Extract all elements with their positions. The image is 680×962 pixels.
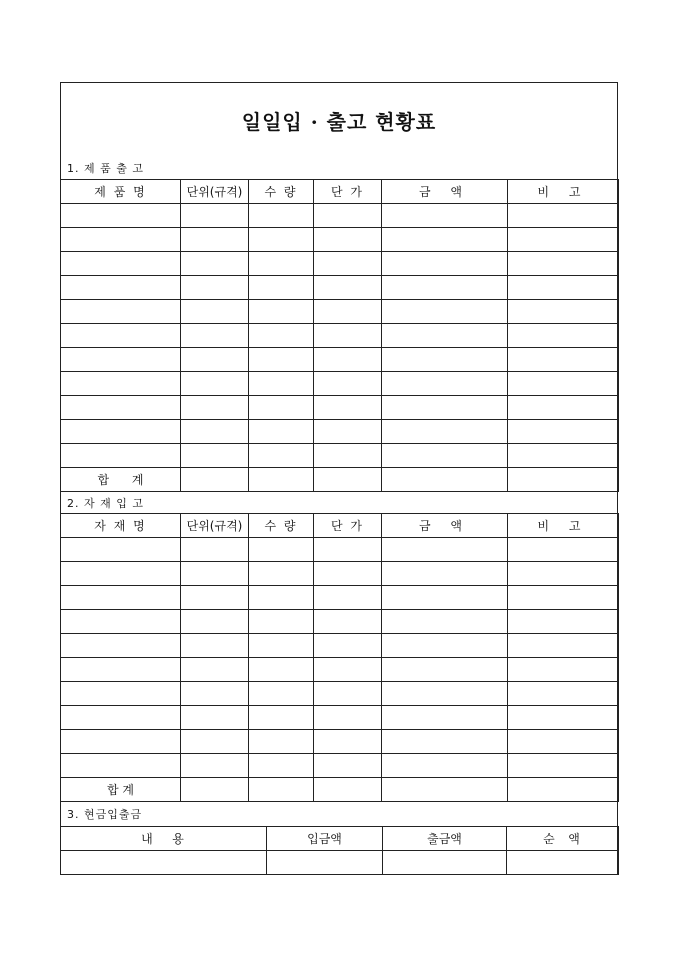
- table-cell[interactable]: [508, 586, 619, 610]
- table-cell[interactable]: [181, 204, 249, 228]
- column-header-amount: 금 액: [382, 514, 508, 538]
- table-cell[interactable]: [314, 562, 382, 586]
- table-cell[interactable]: [314, 348, 382, 372]
- table-cell[interactable]: [382, 420, 508, 444]
- table-row: [61, 372, 619, 396]
- table-cell[interactable]: [314, 682, 382, 706]
- total-row: [61, 468, 619, 492]
- table-row: [61, 851, 619, 875]
- table-cell[interactable]: [249, 444, 314, 468]
- table-cell[interactable]: [508, 252, 619, 276]
- table-cell[interactable]: [382, 610, 508, 634]
- section1-label: 1. 제 품 출 고: [67, 162, 144, 175]
- table-cell[interactable]: [507, 851, 619, 875]
- table-cell[interactable]: [181, 778, 249, 802]
- total-row: [61, 778, 619, 802]
- table-cell[interactable]: [314, 228, 382, 252]
- table-cell[interactable]: [382, 586, 508, 610]
- table-cell[interactable]: [61, 634, 181, 658]
- column-header-remarks: 비 고: [508, 514, 619, 538]
- column-header-material-name: 자 재 명: [61, 514, 181, 538]
- table-cell[interactable]: [61, 730, 181, 754]
- daily-inout-report-form: [60, 82, 618, 875]
- table-cell[interactable]: [61, 420, 181, 444]
- table-cell[interactable]: [314, 610, 382, 634]
- table-cell[interactable]: [508, 324, 619, 348]
- table-cell[interactable]: [267, 851, 383, 875]
- table-row: [61, 538, 619, 562]
- table-cell[interactable]: [61, 706, 181, 730]
- table-header-row: [61, 827, 619, 851]
- table-row: [61, 682, 619, 706]
- table-cell[interactable]: [314, 444, 382, 468]
- table-cell[interactable]: [61, 658, 181, 682]
- table-cell[interactable]: [314, 420, 382, 444]
- table-cell[interactable]: [181, 228, 249, 252]
- table-cell[interactable]: [314, 372, 382, 396]
- column-header-deposit: 입금액: [267, 827, 383, 851]
- table-cell[interactable]: [382, 324, 508, 348]
- table-cell[interactable]: [383, 851, 507, 875]
- table-cell[interactable]: [61, 396, 181, 420]
- table-cell[interactable]: [249, 658, 314, 682]
- product-shipment-table: [60, 179, 619, 492]
- table-cell[interactable]: [382, 204, 508, 228]
- table-cell[interactable]: [181, 444, 249, 468]
- table-cell[interactable]: [181, 586, 249, 610]
- table-cell[interactable]: [314, 706, 382, 730]
- table-cell[interactable]: [61, 372, 181, 396]
- table-cell[interactable]: [314, 658, 382, 682]
- table-cell[interactable]: [249, 324, 314, 348]
- table-cell[interactable]: [508, 562, 619, 586]
- table-row: [61, 658, 619, 682]
- table-cell[interactable]: [508, 706, 619, 730]
- table-cell[interactable]: [181, 754, 249, 778]
- table-cell[interactable]: [249, 252, 314, 276]
- table-row: [61, 276, 619, 300]
- table-cell[interactable]: [61, 586, 181, 610]
- table-cell[interactable]: [382, 730, 508, 754]
- column-header-description: 내 용: [61, 827, 267, 851]
- table-cell[interactable]: [249, 778, 314, 802]
- table-cell[interactable]: [508, 396, 619, 420]
- table-row: [61, 610, 619, 634]
- table-cell[interactable]: [181, 538, 249, 562]
- total-label: 합 계: [61, 468, 181, 492]
- table-header-row: [61, 180, 619, 204]
- table-cell[interactable]: [249, 372, 314, 396]
- table-cell[interactable]: [382, 706, 508, 730]
- table-cell[interactable]: [181, 252, 249, 276]
- table-cell[interactable]: [314, 754, 382, 778]
- table-row: [61, 396, 619, 420]
- table-cell[interactable]: [382, 538, 508, 562]
- table-cell[interactable]: [249, 730, 314, 754]
- table-cell[interactable]: [508, 348, 619, 372]
- table-cell[interactable]: [61, 444, 181, 468]
- table-cell[interactable]: [314, 396, 382, 420]
- material-receipt-table: [60, 513, 619, 802]
- table-cell[interactable]: [314, 586, 382, 610]
- table-cell[interactable]: [249, 562, 314, 586]
- table-cell[interactable]: [382, 228, 508, 252]
- table-cell[interactable]: [61, 754, 181, 778]
- table-cell[interactable]: [61, 562, 181, 586]
- column-header-product-name: 제 품 명: [61, 180, 181, 204]
- table-cell[interactable]: [181, 300, 249, 324]
- table-cell[interactable]: [181, 372, 249, 396]
- table-row: [61, 420, 619, 444]
- column-header-remarks: 비 고: [508, 180, 619, 204]
- table-row: [61, 300, 619, 324]
- table-cell[interactable]: [382, 396, 508, 420]
- table-cell[interactable]: [181, 420, 249, 444]
- table-cell[interactable]: [382, 444, 508, 468]
- section2-label: 2. 자 재 입 고: [67, 497, 144, 510]
- table-cell[interactable]: [382, 348, 508, 372]
- table-cell[interactable]: [249, 300, 314, 324]
- table-cell[interactable]: [249, 682, 314, 706]
- table-cell[interactable]: [508, 444, 619, 468]
- table-cell[interactable]: [181, 682, 249, 706]
- table-cell[interactable]: [249, 420, 314, 444]
- column-header-net-amount: 순 액: [507, 827, 619, 851]
- column-header-unit: 단위(규격): [181, 514, 249, 538]
- table-cell[interactable]: [181, 348, 249, 372]
- table-cell[interactable]: [249, 538, 314, 562]
- table-cell[interactable]: [61, 228, 181, 252]
- table-cell[interactable]: [508, 300, 619, 324]
- table-cell[interactable]: [508, 538, 619, 562]
- table-cell[interactable]: [508, 730, 619, 754]
- table-cell[interactable]: [508, 276, 619, 300]
- section3-label: 3. 현금입출금: [67, 808, 143, 821]
- table-cell[interactable]: [314, 778, 382, 802]
- table-cell[interactable]: [249, 634, 314, 658]
- table-cell[interactable]: [314, 730, 382, 754]
- table-cell[interactable]: [181, 634, 249, 658]
- table-cell[interactable]: [61, 300, 181, 324]
- table-header-row: [61, 514, 619, 538]
- table-cell[interactable]: [181, 730, 249, 754]
- table-cell[interactable]: [382, 634, 508, 658]
- table-cell[interactable]: [314, 300, 382, 324]
- table-cell[interactable]: [61, 252, 181, 276]
- table-cell[interactable]: [508, 420, 619, 444]
- table-row: [61, 634, 619, 658]
- table-cell[interactable]: [382, 658, 508, 682]
- table-cell[interactable]: [508, 372, 619, 396]
- table-row: [61, 348, 619, 372]
- table-cell[interactable]: [61, 348, 181, 372]
- table-cell[interactable]: [382, 682, 508, 706]
- table-cell[interactable]: [249, 468, 314, 492]
- column-header-unit-price: 단 가: [314, 514, 382, 538]
- table-cell[interactable]: [508, 468, 619, 492]
- table-row: [61, 204, 619, 228]
- table-cell[interactable]: [61, 324, 181, 348]
- table-cell[interactable]: [382, 562, 508, 586]
- table-cell[interactable]: [382, 372, 508, 396]
- table-cell[interactable]: [314, 204, 382, 228]
- table-cell[interactable]: [249, 396, 314, 420]
- table-cell[interactable]: [249, 586, 314, 610]
- table-cell[interactable]: [181, 396, 249, 420]
- table-cell[interactable]: [249, 754, 314, 778]
- table-cell[interactable]: [508, 634, 619, 658]
- table-cell[interactable]: [314, 634, 382, 658]
- table-cell[interactable]: [314, 468, 382, 492]
- table-row: [61, 754, 619, 778]
- table-row: [61, 228, 619, 252]
- table-cell[interactable]: [508, 228, 619, 252]
- table-cell[interactable]: [61, 851, 267, 875]
- table-cell[interactable]: [181, 468, 249, 492]
- column-header-quantity: 수 량: [249, 180, 314, 204]
- table-cell[interactable]: [181, 276, 249, 300]
- table-cell[interactable]: [508, 754, 619, 778]
- table-cell[interactable]: [314, 252, 382, 276]
- table-cell[interactable]: [249, 228, 314, 252]
- table-cell[interactable]: [181, 610, 249, 634]
- table-cell[interactable]: [249, 204, 314, 228]
- table-cell[interactable]: [382, 754, 508, 778]
- table-cell[interactable]: [314, 324, 382, 348]
- table-row: [61, 444, 619, 468]
- column-header-unit-price: 단 가: [314, 180, 382, 204]
- column-header-withdrawal: 출금액: [383, 827, 507, 851]
- table-row: [61, 252, 619, 276]
- table-cell[interactable]: [508, 682, 619, 706]
- cash-inout-table: [60, 826, 619, 875]
- total-label: 합 계: [61, 778, 181, 802]
- column-header-quantity: 수 량: [249, 514, 314, 538]
- table-cell[interactable]: [382, 276, 508, 300]
- table-cell[interactable]: [181, 324, 249, 348]
- table-cell[interactable]: [61, 538, 181, 562]
- table-cell[interactable]: [508, 610, 619, 634]
- table-cell[interactable]: [181, 706, 249, 730]
- table-cell[interactable]: [508, 778, 619, 802]
- table-cell[interactable]: [508, 658, 619, 682]
- table-cell[interactable]: [181, 658, 249, 682]
- table-cell[interactable]: [249, 348, 314, 372]
- table-row: [61, 706, 619, 730]
- table-row: [61, 562, 619, 586]
- table-cell[interactable]: [382, 300, 508, 324]
- table-cell[interactable]: [61, 610, 181, 634]
- table-row: [61, 586, 619, 610]
- table-cell[interactable]: [181, 562, 249, 586]
- column-header-unit: 단위(규격): [181, 180, 249, 204]
- table-cell[interactable]: [249, 706, 314, 730]
- table-row: [61, 730, 619, 754]
- table-cell[interactable]: [382, 252, 508, 276]
- column-header-amount: 금 액: [382, 180, 508, 204]
- page-title: 일일입 · 출고 현황표: [241, 110, 437, 134]
- table-cell[interactable]: [314, 538, 382, 562]
- table-cell[interactable]: [382, 778, 508, 802]
- table-cell[interactable]: [61, 682, 181, 706]
- table-cell[interactable]: [382, 468, 508, 492]
- table-cell[interactable]: [508, 204, 619, 228]
- table-cell[interactable]: [61, 276, 181, 300]
- table-cell[interactable]: [61, 204, 181, 228]
- table-cell[interactable]: [249, 276, 314, 300]
- table-cell[interactable]: [249, 610, 314, 634]
- table-cell[interactable]: [314, 276, 382, 300]
- table-row: [61, 324, 619, 348]
